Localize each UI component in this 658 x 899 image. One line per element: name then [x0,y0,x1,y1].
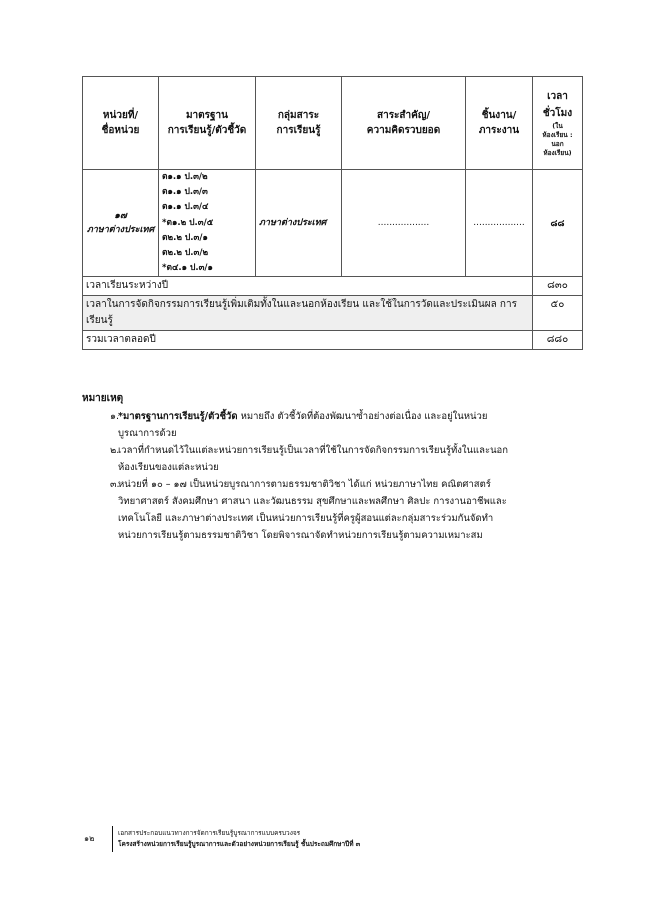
standard-code: *ต๑.๒ ป.๓/๕ [162,217,214,228]
summary-row-total [83,331,583,350]
summary-label: รวมเวลาตลอดปี [83,331,533,350]
page-footer [84,826,504,854]
note-text: เทคโนโลยี และภาษาต่างประเทศ เป็นหน่วยการเรียนรู้ที่ครูผู้สอนแต่ละกลุ่มสาระร่วมกันจัดทำ [118,513,494,524]
standard-code: ต๑.๑ ป.๓/๓ [162,187,208,198]
summary-value: ๕๐ [533,296,583,331]
unit-number: ๑๗ [114,211,127,222]
note-number: ๑. [110,411,120,422]
unit-cell [83,170,159,277]
concept-cell: .................. [342,170,466,277]
group-cell: ภาษาต่างประเทศ [256,170,342,277]
note-text: เวลาที่กำหนดไว้ในแต่ละหน่วยการเรียนรู้เป็นเวลาที่ใช้ในการจัดกิจกรรมการเรียนรู้ทั้งในและนอก [118,445,509,456]
notes-section [82,390,602,544]
summary-label: เวลาเรียนระหว่างปี [83,277,533,296]
table-row [83,170,583,277]
curriculum-table [82,76,583,350]
table-header-row [83,77,583,170]
notes-title: หมายเหตุ [82,393,124,404]
summary-row-annual [83,277,583,296]
note-text: หน่วยที่ ๑๐ – ๑๗ เป็นหน่วยบูรณาการตามธรรมชาติวิชา ได้แก่ หน่วยภาษาไทย คณิตศาสตร์ [118,479,491,490]
footer-divider [112,826,113,852]
standard-code: ต๒.๒ ป.๓/๒ [162,248,209,259]
note-bold-term: *มาตรฐานการเรียนรู้/ตัวชี้วัด [118,411,238,422]
standard-code: *ต๔.๑ ป.๓/๑ [162,263,213,274]
summary-label: เวลาในการจัดกิจกรรมการเรียนรู้เพิ่มเติมทั้งในและนอกห้องเรียน และใช้ในการวัดและประเมินผล การเรียนรู้ [83,296,533,331]
header-hours: เวลา ชั่วโมง (ใน ห้องเรียน : นอก ห้องเรียน) [533,77,583,170]
note-text: หมายถึง ตัวชี้วัดที่ต้องพัฒนาซ้ำอย่างต่อเนื่อง และอยู่ในหน่วย [237,411,488,422]
note-text: บูรณาการด้วย [118,428,177,439]
header-standard: มาตรฐาน การเรียนรู้/ตัวชี้วัด [159,77,256,170]
summary-value: ๘๓๐ [533,277,583,296]
header-concept: สาระสำคัญ/ ความคิดรวบยอด [342,77,466,170]
standard-code: ต๑.๑ ป.๓/๔ [162,202,209,213]
note-item [82,408,602,442]
hours-cell: ๘๘ [533,170,583,277]
note-text: หน่วยการเรียนรู้ตามธรรมชาติวิชา โดยพิจารณาจัดทำหน่วยการเรียนรู้ตามความเหมาะสม [118,530,483,541]
header-group: กลุ่มสาระ การเรียนรู้ [256,77,342,170]
standard-code: ต๒.๒ ป.๓/๑ [162,232,208,243]
note-item [82,442,602,476]
note-text: วิทยาศาสตร์ สังคมศึกษา ศาสนา และวัฒนธรรม สุขศึกษาและพลศึกษา ศิลปะ การงานอาชีพและ [118,496,507,507]
footer-line-1: เอกสารประกอบแนวทางการจัดการเรียนรู้บูรณาการแบบครบวงจร [118,829,301,837]
standard-codes-cell [159,170,256,277]
summary-row-extra [83,296,583,331]
unit-name: ภาษาต่างประเทศ [86,225,155,236]
note-number: ๒. [110,445,120,456]
page-number: ๑๒ [84,834,95,843]
note-text: ห้องเรียนของแต่ละหน่วย [118,462,219,473]
standard-code: ต๑.๑ ป.๓/๒ [162,172,208,182]
note-item [82,476,602,544]
header-unit: หน่วยที่/ ชื่อหน่วย [83,77,159,170]
task-cell: .................. [466,170,533,277]
note-number: ๓. [110,479,120,490]
footer-line-2: โครงสร้างหน่วยการเรียนรู้บูรณาการและตัวอย่างหน่วยการเรียนรู้ ชั้นประถมศึกษาปีที่ ๓ [118,840,361,848]
header-task: ชิ้นงาน/ ภาระงาน [466,77,533,170]
summary-value: ๘๘๐ [533,331,583,350]
